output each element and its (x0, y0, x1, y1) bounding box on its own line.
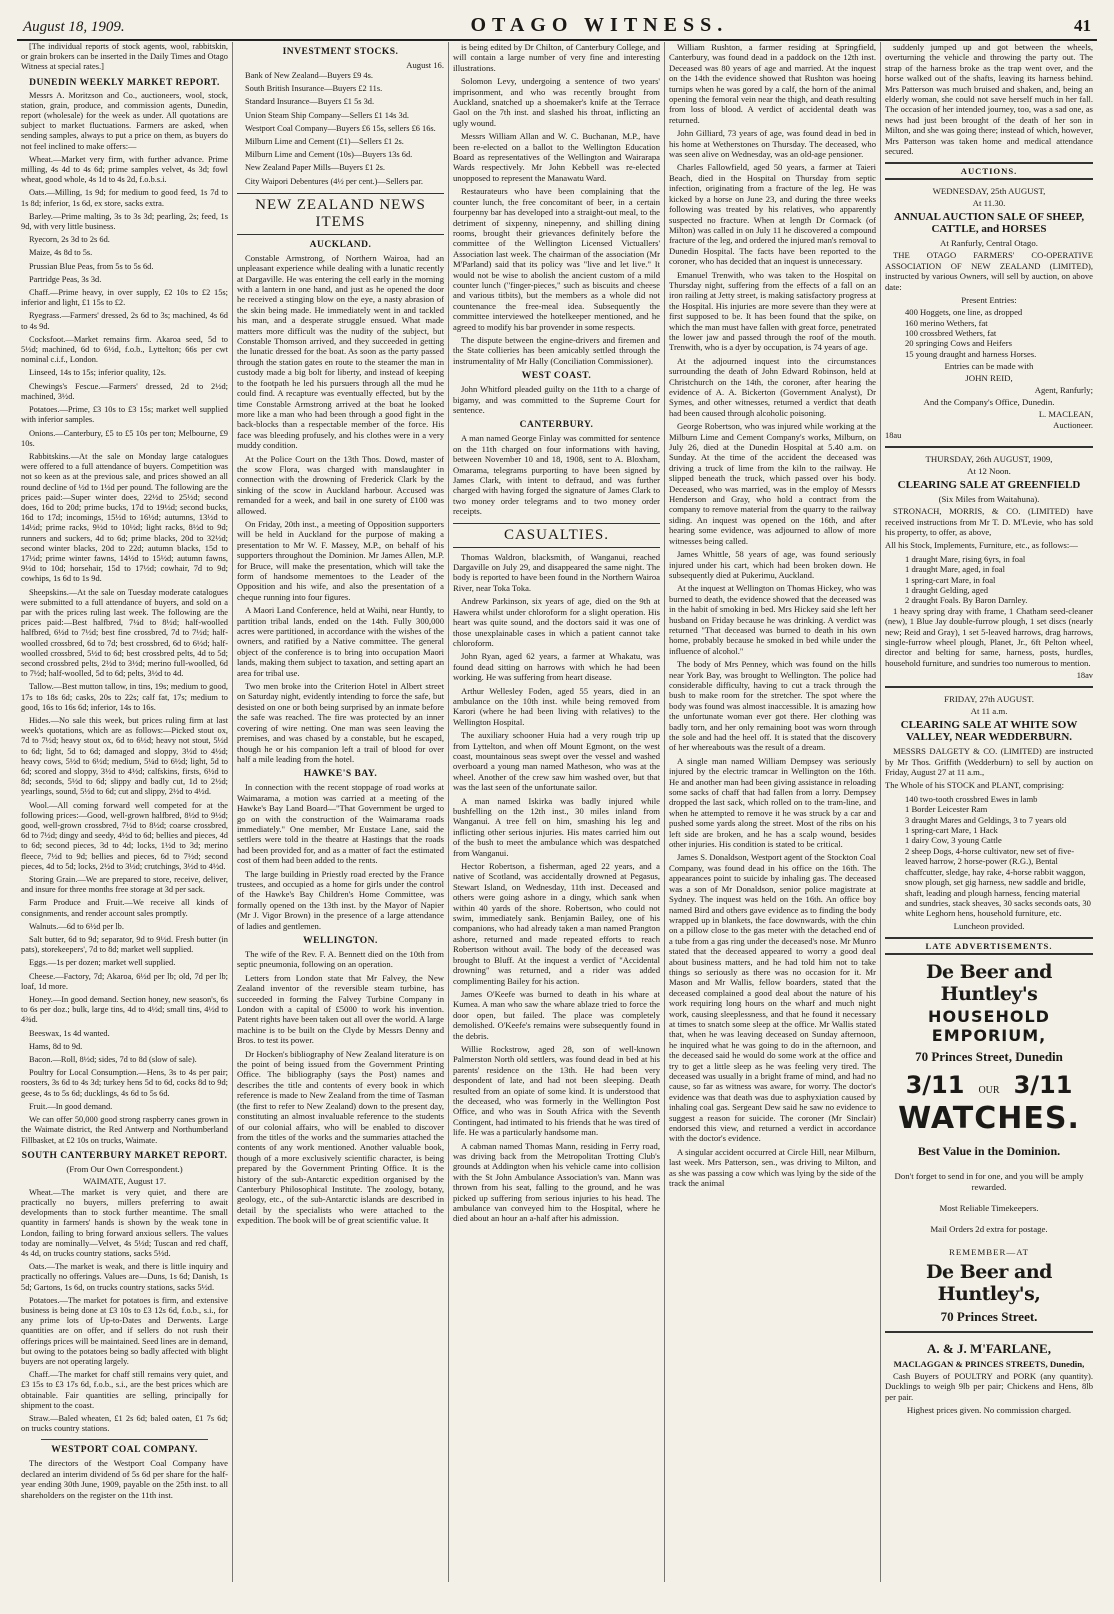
wellington-paragraph: The wife of the Rev. F. A. Bennett died on the 10th from septic pneumonia, following on an operation. (237, 949, 444, 970)
auction3-item: 140 two-tooth crossbred Ewes in lamb (905, 793, 1038, 804)
de-beer-remember: REMEMBER—AT (949, 1246, 1029, 1257)
market-paragraph: Wool.—All coming forward well competed for at the following prices:—Good, well-grown halfbred, 8½d to 9½d; good, well-grown crossbred, 7½d to 8½d; coarse crossbred, 6d to 7½d; dingy and seedy, 4½d to 6d; bellies and pieces, 4d to 6d; second pieces, 3d to 4d; locks, 1½d to 3d; merino fleece, 7½d to 9d; bellies and pieces, 6d to 7½d; second pieces, 4d to 5d; locks, 2½d to 3½d; crutchings, 3½d to 4½d. (21, 800, 228, 871)
hawkes-bay-paragraph: The large building in Priestly road erected by the France trustees, and occupied as a home for girls under the control of the Hawke's Bay Children's Home Committee, was formally opened on the 13th inst. by the Mayor of Napier (Mr J. Vigor Brown) in the presence of a large attendance of ladies and gentlemen. (237, 868, 444, 931)
market-paragraph: Honey.—In good demand. Section honey, new season's, 6s to 6s per doz.; bulk, large tins, 4d to 4½d; small tins, 4½d to 4¾d. (21, 995, 228, 1025)
sc-market-subheading: (From Our Own Correspondent.) (66, 1163, 183, 1174)
market-paragraph: Walnuts.—6d to 6½d per lb. (29, 921, 124, 931)
casualty-paragraph: George Robertson, who was injured while working at the Milburn Lime and Cement Company's works, Milburn, on July 26, died at the Dunedin Hospital at 5.40 a.m. on Sunday. At the time of the accident the deceased was driving a truck of lime from the kiln to the railway. He slipped beneath the truck, which passed over his body. Deceased, who was married, was in the employ of Messrs Henderson and Gray, who hold a contract from the company to remove material from the quarry to the railway siding. An inquest was opened on the 16th, and after hearing some evidence, was adjourned to allow of more witnesses being called. (669, 421, 876, 546)
casualty-paragraph: At the inquest at Wellington on Thomas Hickey, who was burned to death, the evidence showed that the deceased was in the habit of smoking in bed. Mrs Hickey said she left her husband on Friday because he was drinking. A verdict was returned "That deceased was burned to death in his own home, probably because he smoked in bed while under the influence of alcohol." (669, 583, 876, 656)
market-report-body (21, 91, 228, 1146)
masthead (17, 12, 1097, 41)
price-our: OUR (978, 1084, 1000, 1096)
casualty-paragraph: Andrew Parkinson, six years of age, died on the 9th at Hawera whilst under chloroform for a slight operation. His heart was quite sound, and the doctors said it was one of those unexplainable cases in which a patient cannot take chloroform. (453, 596, 660, 648)
hawkes-bay-heading: HAWKE'S BAY. (303, 769, 378, 780)
sc-market-dateline: WAIMATE, August 17. (82, 1175, 167, 1186)
auction3-title: CLEARING SALE AT WHITE SOW VALLEY, NEAR WEDDERBURN. (900, 719, 1078, 744)
stock-line: City Waipori Debentures (4½ per cent.)—Sellers par. (245, 176, 424, 186)
de-beer-title: De Beer and Huntley's (926, 960, 1052, 1005)
de-beer-address: 70 Princes Street, Dunedin (915, 1048, 1063, 1064)
canterbury-heading: CANTERBURY. (519, 420, 594, 431)
price-left: 3/11 (905, 1070, 965, 1099)
auction1-auctioneer-role: Auctioneer. (1053, 420, 1093, 431)
sc-market-paragraph: Potatoes.—The market for potatoes is firm, and extensive business is being done at £3 10s to £3 12s 6d, f.o.b., s.i., for any prime lots of Up-to-Dates and Derwents. Large quantities are on offer, and if sellers do not rush their offerings prices will be maintained. Seed lines are in demand, but owing to the potatoes being so badly affected with blight buyers are not operating largely. (21, 1295, 228, 1366)
market-paragraph: Hams, 8d to 9d. (29, 1041, 83, 1051)
auction2-date: THURSDAY, 26th AUGUST, 1909, (925, 454, 1053, 465)
mfarlane-address: MACLAGGAN & PRINCES STREETS, Dunedin, (893, 1358, 1085, 1369)
investment-stocks-date: August 16. (406, 60, 444, 70)
casualties-body (453, 552, 660, 1224)
nz-news-heading: NEW ZEALAND NEWS ITEMS (237, 193, 444, 235)
auction1-body: THE OTAGO FARMERS' CO-OPERATIVE ASSOCIATION OF NEW ZEALAND (LIMITED), instructed by various Owners, will sell by auction, on above date: (885, 250, 1093, 292)
auction1-entry: 20 springing Cows and Heifers (905, 338, 1012, 349)
stock-line: Westport Coal Company—Buyers £6 15s, sellers £6 16s. (245, 123, 436, 133)
auction2-items (885, 554, 1093, 606)
casualties-continued (669, 42, 876, 1188)
best-value: Best Value in the Dominion. (917, 1143, 1061, 1158)
casualty-paragraph: Emanuel Trenwith, who was taken to the Hospital on Thursday night, suffering from the effects of a fall on an iron railing at Jetty street, is making satisfactory progress at the Hospital. His injuries are more severe than they were at first supposed to be. It has been found that the spike, on which the man must have fallen with great force, penetrated the lower jaw and passed through the roof of the mouth. Trenwith, who is a dyer by occupation, is 74 years of age. (669, 269, 876, 353)
market-paragraph: Partridge Peas, 3s 3d. (29, 274, 102, 284)
de-beer-note-1: Don't forget to send in for one, and you will be amply rewarded. (894, 1170, 1084, 1192)
casualty-paragraph: Hector Robertson, a fisherman, aged 22 years, and a native of Scotland, was accidentally drowned at Pegasus, Stewart Island, on Wednesday, 11th inst. Deceased and others were going ashore in a dingy, which sank when within 40 yards of the shore. Robertson, who could not swim, immediately sank. Benjamin Bailey, one of his companions, who had already taken a man named Prangton ashore, returned and made repeated efforts to reach Robertson without avail. The body of the deceased was brought to Bluff. At the inquest a verdict of "Accidental drowning" was returned, and a rider was added complimenting Bailey for his action. (453, 861, 660, 986)
column-5 (881, 42, 1097, 1582)
coal-company-heading: WESTPORT COAL COMPANY. (51, 1445, 198, 1456)
auction2-time: At 12 Noon. (967, 466, 1011, 477)
west-coast-text: John Whitford pleaded guilty on the 11th to a charge of bigamy, and was committed to the Supreme Court for sentence. (453, 384, 660, 415)
auction1-auctioneer: L. MACLEAN, (1038, 409, 1093, 420)
auckland-paragraph: Two men broke into the Criterion Hotel in Albert street on Saturday night, evidently intending to force the safe, but desisted on one or both being surprised by an inmate before the safe was reached. The fire was protected by an inner covering of wire netting. One man was seen leaving the premises, and was chased by a constable, but he escaped, though he or his companion left a trail of blood for over half a mile leading from the hotel. (237, 681, 444, 764)
auction3 (885, 686, 1093, 931)
market-paragraph: Storing Grain.—We are prepared to store, receive, deliver, and insure for three months free storage at 3d per sack. (21, 875, 228, 895)
market-paragraph: Tallow.—Best mutton tallow, in tins, 19s; medium to good, 17s to 18s 6d; casks, 20s to 22s; calf fat, 17s; medium to good, 16s to 16s 6d; inferior, 14s to 16s. (21, 682, 228, 712)
auction1-entries-heading: Present Entries: (961, 295, 1017, 306)
auction1-agent-role: Agent, Ranfurly; (1034, 385, 1093, 396)
issue-date: August 18, 1909. (23, 19, 125, 35)
divider (41, 1439, 208, 1440)
casualty-paragraph: James O'Keefe was burned to death in his whare at Kumea. A man who saw the whare ablaze tried to force the door open, but failed. The place was completely demolished. O'Keefe's remains were subsequently found in the debris. (453, 988, 660, 1041)
auction3-date: FRIDAY, 27th AUGUST. (944, 694, 1034, 705)
casualties-heading: CASUALTIES. (453, 523, 660, 548)
casualty-paragraph: James Whittle, 58 years of age, was found seriously injured under his cart, which had been broken down. He subsequently died at Pukerimu, Auckland. (669, 549, 876, 580)
wellington-body (237, 949, 444, 1226)
market-paragraph: Hides.—No sale this week, but prices ruling firm at last week's quotations, which are as follows:—Picked stout ox, 7d to 7½d; heavy stout ox, 6d to 6½d; heavy not stout, 5½d to 6d; light, 5d to 6d; damaged and sloppy, 3½d to 4½d; heavy cows, 5½d to 6½d; medium, 5¼d to 6½d; light, 5d to 6d; scored and sloppy, 3½d to 4½d; calfskins, firsts, 6½d to 8d; seconds, 5½d to 6d; slippy and badly cut, 1d to 2½d; yearlings, sound, 5½d to 6d; cut and slippy, 2½d to 4½d. (21, 715, 228, 797)
page-number: 41 (1074, 16, 1091, 35)
casualty-paragraph: The auxiliary schooner Huia had a very rough trip up from Lyttelton, and when off Mount Egmont, on the west coast, mountainous seas swept over the vessel and washed overboard a young man named Matheson, who was at the wheel. Another of the crew saw him washed over, but that was the last seen of the unfortunate sailor. (453, 730, 660, 793)
auction1-title: ANNUAL AUCTION SALE OF SHEEP, CATTLE, and HORSES (893, 211, 1085, 236)
de-beer-ad (885, 961, 1093, 1325)
columns (17, 42, 1097, 1582)
wellington-paragraph: is being edited by Dr Chilton, of Canterbury College, and will contain a large number of very fine and interesting illustrations. (453, 42, 660, 73)
wellington-paragraph: Messrs William Allan and W. C. Buchanan, M.P., have been re-elected on a ballot to the Wellington Education Board as representatives of the Wellington and Wairarapa Wards respectively. Mr John Kebbell was re-elected unopposed to represent the Manawatu Ward. (453, 131, 660, 183)
market-paragraph: Barley.—Prime malting, 3s to 3s 3d; pearling, 2s; feed, 1s 9d, with very little business. (21, 211, 228, 232)
casualty-paragraph: Charles Fallowfield, aged 50 years, a farmer at Taieri Beach, died in the Hospital on Thursday from septic infection, originating from a fracture of the leg. He was kicked by a horse on June 23, and during the three weeks following was treated by his relatives, who apparently suspected no fracture. When at length Dr Cormack (of Milton) was called in on July 11 he discovered a compound fracture of the leg, and ordered the injured man's removal to Dunedin Hospital. The facts have been reported to the coroner, who has decided that an inquest is unnecessary. (669, 162, 876, 267)
market-paragraph: Sheepskins.—At the sale on Tuesday moderate catalogues were submitted to a full attendance of buyers, and sold on a par with the prices ruling last week. The following are the prices paid:—Best halfbred, 7¼d to 8½d; half-woolled halfbred, 6½d to 7½d; best fine crossbred, 7d to 7½d; half-woolled crossbred, 6d to 7d; best crossbred, 6d to 6½d; half-woolled crossbred, 5½d to 6d; best crossbred pelts, 4d to 5d; second crossbred pelts, 2½d to 3½d; merino full-woolled, 6d to 7½d; half-woolled, 5d to 6d; pelts, 3½d to 4d. (21, 587, 228, 679)
mfarlane-title: A. & J. M'FARLANE, (927, 1340, 1051, 1356)
hawkes-bay-paragraph: In connection with the recent stoppage of road works at Waimarama, a motion was carried at a meeting of the Hawke's Bay Land Board—"That Government be urged to go on with the construction of the Waimarama roads immediately." One member, Mr Eustace Lane, said the settlers were told in the theatre at Hastings that the roads had been provided for, and as a matter of fact the estimated cost of them had been added to the rents. (237, 782, 444, 866)
auction2 (885, 446, 1093, 680)
auction1-entries (885, 307, 1093, 359)
market-paragraph: Bacon.—Roll, 8½d; sides, 7d to 8d (slow of sale). (29, 1055, 197, 1065)
wellington-heading: WELLINGTON. (303, 936, 378, 947)
agents-note: [The individual reports of stock agents, wool, rabbitskin, or grain brokers can be inserted in the Daily Times and Otago Witness at special rates.] (21, 42, 228, 72)
casualty-paragraph: A cabman named Thomas Mann, residing in Ferry road, was driving back from the Metropolitan Trotting Club's grounds at Addington when his vehicle came into collision with the St John Ambulance Association's van. Mann was thrown from his seat, falling to the ground, and he was picked up suffering from serious injuries to his head. The ambulance van conveyed him to the Hospital, where he died about an hour an a-half after his admission. (453, 1140, 660, 1224)
market-paragraph: Farm Produce and Fruit.—We receive all kinds of consignments, and render account sales promptly. (21, 898, 228, 918)
price-right: 3/11 (1013, 1070, 1073, 1099)
de-beer-address-2: 70 Princes Street. (940, 1308, 1038, 1324)
market-paragraph: Maize, 4s 8d to 5s. (29, 248, 93, 258)
casualty-paragraph: At the adjourned inquest into the circumstances surrounding the death of John Edward Robinson, held at Christchurch on the 14th, the coroner, after hearing the evidence of A. A. Bickerton (Government Analyst), Dr Symes, and other witnesses, returned a verdict that death had been caused through alcoholic poisoning. (669, 355, 876, 418)
sc-market-paragraph: Straw.—Baled wheaten, £1 2s 6d; baled oaten, £1 7s 6d; on trucks country stations. (21, 1413, 228, 1434)
market-paragraph: Ryegrass.—Farmers' dressed, 2s 6d to 3s; machined, 4s 6d to 4s 9d. (21, 311, 228, 331)
auckland-paragraph: At the Police Court on the 13th Thos. Dowd, master of the scow Flora, was charged with manslaughter in connection with the drowning of Frederick Clark by the sinking of the scow in Auckland harbour. Accused was remanded for a week, and bail in one surety of £100 was allowed. (237, 453, 444, 516)
canterbury-text: A man named George Finlay was committed for sentence on the 11th charged on four informations with having, between November 10 and 18, 1908, sent to A. Bloxham, Omarama, telegrams purporting to have been signed by James Clark, with intent to defraud, and was further charged with having forged the signature of James Clark to two money order telegrams and to two money order receipts. (453, 433, 660, 517)
auction1-place: At Ranfurly, Central Otago. (940, 238, 1038, 249)
auction3-lunch: Luncheon provided. (953, 920, 1025, 931)
mfarlane-ad (885, 1331, 1093, 1415)
paper-title: OTAGO WITNESS. (470, 14, 729, 36)
auctions-banner: AUCTIONS. (885, 162, 1093, 180)
de-beer-emporium: HOUSEHOLD EMPORIUM, (928, 1006, 1050, 1045)
market-paragraph: Ryecorn, 2s 3d to 2s 6d. (29, 235, 110, 245)
auction2-tail: 1 heavy spring dray with frame, 1 Chatham seed-cleaner (new), 1 Blue Jay double-furrow plough, 1 set discs (nearly new; Reid and Gray), 1 set 5-leaved harrows, drag harrows, single-furrow wheel plough, Planet, Jr., 6ft Pelton wheel, director and belting for same, harness, posts, hurdles, household furniture, and sundries too numerous to mention. (885, 605, 1093, 668)
mfarlane-body: Cash Buyers of POULTRY and PORK (any quantity). Ducklings to weigh 9lb per pair; Chickens and Hens, 8lb per pair. (885, 1370, 1093, 1402)
column-2 (233, 42, 449, 1582)
casualty-continued-text: suddenly jumped up and got between the wheels, overturning the vehicle and throwing the party out. The strap of the harness broke as the trap went over, and the horse walked out of the shafts, leaving its harness behind. Mrs Patterson was much bruised and shaken, and, being an elderly woman, she could not save herself much in her fall. The occasion of her intended journey, too, was a sad one, as news had just been brought of the death of her son in Milton, and she was going there; instead of which, however, Mrs Patterson was taken home and medical attendance secured. (885, 42, 1093, 157)
watches-headline: WATCHES. (898, 1100, 1080, 1136)
stock-line: Standard Insurance—Buyers £1 5s 3d. (245, 97, 375, 107)
auckland-paragraph: Constable Armstrong, of Northern Wairoa, had an unpleasant experience while dealing with a lunatic recently at Dargaville. He was entering the cell early in the morning with a lantern in one hand, and just as he opened the door he received a stinging blow on the eye, a nasty abrasion of the skin being made. He immediately went in and tackled his man, and a desperate struggle ensued. What made matters more difficult was the nudity of the subject, but Constable Thomson arrived, and they succeeded in getting the lunatic dressed for the boat. As soon as the party passed through the station gates en route to the steamer the man in custody made a big bolt for liberty, and instead of keeping to the footpath he led his pursuers through all the mud he could find. A recapture was eventually effected, but by the time Constable Armstrong arrived at the boat he looked more like a man who had been through a good fight in the back-blocks than a respectable member of the force. His face was bleeding profusely, and his clothes were in a very muddy condition. (237, 252, 444, 451)
auction2-subtitle: (Six Miles from Waitahuna). (938, 494, 1040, 505)
market-paragraph: Salt butter, 6d to 9d; separator, 9d to 9½d. Fresh butter (in pats), storekeepers', 7d to 8d; market well supplied. (21, 935, 228, 955)
sc-market-heading: SOUTH CANTERBURY MARKET REPORT. (21, 1150, 228, 1161)
auckland-heading: AUCKLAND. (309, 239, 372, 250)
wellington-continued (453, 42, 660, 366)
column-4 (665, 42, 881, 1582)
de-beer-note-3: Mail Orders 2d extra for postage. (930, 1223, 1048, 1234)
auction2-item: 1 draught Gelding, aged (905, 584, 989, 595)
wellington-paragraph: Restaurateurs who have been complaining that the counter lunch, the free concomitant of beer, in a certain fourpenny bar has developed into a straight-out meal, to the detriment of sixpenny, ninepenny, and shilling dining rooms, brought their grievances definitely before the committee of the Wellington Licensed Victuallers' Association last week. The chairman of the association (Mr M'Parland) said that its policy was "live and let live." It would not be wise to abolish the ancient custom of a mild counter lunch ("finger-pieces," such as biscuits and cheese and various titbits), but the members as a whole did not countenance the free-meal idea. Subsequently the committee interviewed the hotelkeeper mentioned, and he agreed to modify his bar provender in some respects. (453, 186, 660, 332)
market-paragraph: Eggs.—1s per dozen; market well supplied. (29, 958, 176, 968)
market-paragraph: Oats.—Milling, 1s 9d; for medium to good feed, 1s 7d to 1s 8d; inferior, 1s 6d, ex store, sacks extra. (21, 188, 228, 208)
de-beer-price-row (885, 1071, 1093, 1099)
hawkes-bay-body (237, 782, 444, 931)
market-paragraph: Linseed, 14s to 15s; inferior quality, 12s. (29, 368, 166, 378)
west-coast-heading: WEST COAST. (521, 371, 592, 382)
stock-line: Bank of New Zealand—Buyers £9 4s. (245, 71, 373, 80)
stock-line: South British Insurance—Buyers £2 11s. (245, 84, 383, 94)
auction3-lead: The Whole of his STOCK and PLANT, comprising: (885, 780, 1065, 791)
stock-line: Union Steam Ship Company—Sellers £1 14s 3d. (245, 110, 410, 120)
auction3-body: MESSRS DALGETY & CO. (LIMITED) are instructed by Mr Thos. Griffith (Wedderburn) to sell by auction on Friday, August 27 at 11 a.m., (885, 746, 1093, 778)
casualty-paragraph: John Gilliard, 73 years of age, was found dead in bed in his home at Wetherstones on Thursday. The deceased, who was seen alive on Wednesday, was an old-age pensioner. (669, 128, 876, 160)
auction3-item: 1 spring-cart Mare, 1 Hack (905, 825, 998, 836)
casualty-paragraph: John Ryan, aged 62 years, a farmer at Whakatu, was found dead sitting on harrows with which he had been working. He was suffering from heart disease. (453, 651, 660, 683)
wellington-paragraph: The dispute between the engine-drivers and firemen and the State collieries has been amicably settled through the instrumentality of Mr Hally (Conciliation Commissioner). (453, 334, 660, 366)
column-3 (449, 42, 665, 1582)
market-paragraph: Poultry for Local Consumption.—Hens, 3s to 4s per pair; roosters, 3s 6d to 4s 3d; turkey hens 5d to 6d, cocks 8d to 9d; geese, 4s to 5s 6d; ducklings, 4s 6d to 5s 6d. (21, 1068, 228, 1098)
casualty-paragraph: A man named Iskirka was badly injured while bushfelling on the 12th inst., 30 miles inland from Wanganui. A tree fell on him, smashing his leg and inflicting other serious injuries. His mates carried him out of the bush to meet the ambulance which was despatched from Wanganui. (453, 795, 660, 858)
de-beer-note-2: Most Reliable Timekeepers. (939, 1202, 1039, 1213)
auction1-agent: JOHN REID, (965, 373, 1013, 384)
wellington-paragraph: Solomon Levy, undergoing a sentence of two years' imprisonment, and who was recently brought from Auckland, snatched up a shoemaker's knife at the Terrace Gaol on the 7th inst. and slashed his throat, inflicting an ugly wound. (453, 76, 660, 128)
sc-market-body (21, 1188, 228, 1435)
auction2-body: STRONACH, MORRIS, & CO. (LIMITED) have received instructions from Mr T. D. M'Levie, who has sold his property, to offer, as above, (885, 506, 1093, 537)
wellington-paragraph: Dr Hocken's bibliography of New Zealand literature is on the point of being issued from the Government Printing Office. The bibliography (says the Post) names and describes the title and contents of every book in which reference is made to New Zealand from the time of Tasman (the first to refer to New Zealand) down to the present day, constituting an almost invaluable reference to the students of our colonial affairs, who will be enabled to discover from the titles of the works and the summaries attached the contents of any work mentioned. Another valuable book, though of a more exclusively scientific character, is being prepared by the Government Printing Office. It is the history of the sub-Antarctic expedition organised by the Canterbury Philosophical Institute. The zoology, botany, geology, etc., of the sub-Antarctic islands are described in detail by the specialists who were attached to the expedition. The book will be of great scientific value. It (237, 1048, 444, 1226)
auction2-code: 18av (1076, 671, 1093, 681)
stock-line: Milburn Lime and Cement (10s)—Buyers 13s 6d. (245, 150, 413, 160)
auction1-date: WEDNESDAY, 25th AUGUST, (932, 186, 1046, 197)
auction2-item: 1 draught Mare, aged, in foal (905, 564, 1005, 575)
auction2-item: 1 draught Mare, rising 6yrs, in foal (905, 553, 1026, 564)
auction3-items (885, 794, 1093, 919)
market-paragraph: Cheese.—Factory, 7d; Akaroa, 6½d per lb; old, 7d per lb; loaf, 1d more. (21, 971, 228, 991)
auction1-entry: 160 merino Wethers, fat (905, 317, 988, 328)
casualty-paragraph: The body of Mrs Penney, which was found on the hills near York Bay, was brought to Wellington. The police had considerable difficulty, having to cut a track through the bush to make room for the stretcher. The spot where the body was found was almost inaccessible. It is amazing how the unfortunate woman ever got there. Her clothing was badly torn, and her only remaining boot was worn through the sole and had the heel off. It is stated that the discovery of her whereabouts was the result of a dream. (669, 659, 876, 753)
auction3-item: 1 dairy Cow, 3 young Cattle (905, 835, 1002, 846)
investment-stocks-list (237, 71, 444, 187)
auckland-paragraph: A Maori Land Conference, held at Waihi, near Huntly, to partition tribal lands, ended on the 14th. Fully 300,000 acres were partitioned, in accordance with the wishes of the owners, and ratified by a Native committee. The general object of the conference is to bring into occupation Maori lands, making them subject to taxation, and setting apart an area for tribal use. (237, 605, 444, 678)
casualty-paragraph: A singular accident occurred at Circle Hill, near Milburn, last week. Mrs Patterson, sen., was driving to Milton, and as she was passing a cow which was lying by the side of the track the animal (669, 1146, 876, 1189)
market-paragraph: Rabbitskins.—At the sale on Monday large catalogues were offered to a full attendance of buyers. Competition was not so keen as at the previous sale, and prices showed an all round decline of ½d to 1½d per pound. The following are the prices paid:—Super winter does, 22½d to 25½d; second does, 16d to 20d; prime bucks, 17d to 19½d; second bucks, 16d to 17d; incomings, 15½d to 16½d; autumns, 13½d to 14½d; prime racks, 9½d to 10½d; light racks, 8½d to 9d; runners and suckers, 4d to 6d; prime blacks, 20d to 32½d; second winter blacks, 20d to 22d; autumn blacks, 15d to 17½d; prime winter fawns, 14½d to 15½d; autumn fawns, 9½d to 10d; horsehair, 15d to 17½d; cowhair, 7d to 9d; cowhips, 1s 6d to 1s 9d. (21, 451, 228, 584)
market-paragraph: Chewings's Fescue.—Farmers' dressed, 2d to 2½d; machined, 3½d. (21, 381, 228, 401)
auction1-time: At 11.30. (972, 198, 1006, 209)
casualty-paragraph: A single man named William Dempsey was seriously injured by the electric tramcar in Wellington on the 16th. He and another man had been giving assistance in reloading some sacks of chaff that had fallen from a lorry. Dempsey dropped the last sack, which rolled on to the tram-line, and when he attempted to remove it he was struck by a car and pushed some yards along the street. Most of the ribs on his left side are broken, and he has a scalp wound, besides other injuries. His condition is stated to be critical. (669, 755, 876, 850)
market-paragraph: Beeswax, 1s 4d wanted. (29, 1028, 110, 1038)
market-paragraph: Chaff.—Prime heavy, in over supply, £2 10s to £2 15s; inferior and light, £1 15s to £2. (21, 288, 228, 308)
late-ads-banner: LATE ADVERTISEMENTS. (885, 937, 1093, 955)
auction2-item: 1 spring-cart Mare, in foal (905, 574, 996, 585)
market-paragraph: Wheat.—Market very firm, with further advance. Prime milling, 4s 4d to 4s 6d; prime samples velvet, 4s 3d; fowl wheat, good whole, 4s 1d to 4s 2d, f.o.b.s.i. (21, 154, 228, 185)
sc-market-paragraph: Chaff.—The market for chaff still remains very quiet, and £3 15s to £3 17s 6d, f.o.b., s.i., are the best prices which are obtainable. Fair quantities are selling, principally for shipment to the coast. (21, 1370, 228, 1410)
market-paragraph: Fruit.—In good demand. (29, 1101, 113, 1111)
auction3-item: 1 Border Leicester Ram (905, 804, 988, 815)
market-paragraph: Potatoes.—Prime, £3 10s to £3 15s; market well supplied with inferior samples. (21, 405, 228, 425)
auction2-title: CLEARING SALE AT GREENFIELD (897, 479, 1081, 492)
auction1-entries-note: Entries can be made with (944, 361, 1034, 372)
casualty-paragraph: Willie Rockstrow, aged 28, son of well-known Palmerston North old settlers, was found dead in bed at his parents' residence on the 13th. He had been very despondent of late, and had not been sleeping. Death resulted from an opiate of some kind. It is understood that the deceased, who was formerly in the Wellington Post Office, and who was in South Africa with the Seventh Contingent, had intimated to his friends that he was tired of life. He was a particularly handsome man. (453, 1043, 660, 1138)
auction3-item: 2 sheep Dogs, 4-horse cultivator, new set of five-leaved harrow, 2 horse-power (R.G.), Bental chaffcutter, sledge, hay rake, 4-horse rabbit waggon, snow plough, set gig harness, new saddle and bridle, shaft, leading and plough harness, fencing material and sundries, stack sheaves, 30 sacks seconds oats, 30 white Leghorn hens, household furniture, etc. (905, 845, 1091, 919)
newspaper-page (17, 12, 1097, 1582)
auction2-item: 2 draught Foals. By Baron Darnley. (905, 595, 1028, 606)
de-beer-title-2: De Beer and Huntley's, (926, 1260, 1052, 1305)
market-paragraph: Prussian Blue Peas, from 5s to 5s 6d. (29, 261, 154, 271)
investment-stocks-heading: INVESTMENT STOCKS. (282, 47, 399, 57)
stock-line: Milburn Lime and Cement (£1)—Sellers £1 2s. (245, 137, 404, 147)
auction2-lead: All his Stock, Implements, Furniture, etc., as follows:— (885, 540, 1078, 551)
mfarlane-tail: Highest prices given. No commission charged. (906, 1404, 1072, 1415)
sc-market-paragraph: Oats.—The market is weak, and there is little inquiry and practically no offerings. Values are—Duns, 1s 6d; Danish, 1s 5d; Gartons, 1s 6d, on trucks country stations, sacks 5½d. (21, 1262, 228, 1292)
auction3-item: 3 draught Mares and Geldings, 3 to 7 years old (905, 814, 1067, 825)
market-paragraph: Cocksfoot.—Market remains firm. Akaroa seed, 5d to 5½d; machined, 6d to 6½d, f.o.b., Lyttelton; 66s per cwt nominal c.i.f., London. (21, 334, 228, 365)
auction1-entry: 15 young draught and harness Horses. (905, 348, 1037, 359)
market-paragraph: We can offer 50,000 good strong raspberry canes grown in the Waimate district, the Red Antwerp and Northumberland Fillbasket, at £2 10s on trucks, Waimate. (21, 1115, 228, 1145)
auction3-time: At 11 a.m. (970, 706, 1008, 717)
coal-company-text: The directors of the Westport Coal Company have declared an interim dividend of 5s 6d per share for the half-year ending 30th June, 1909, payable on the 25th inst. to all shareholders on the register on the 11th inst. (21, 1458, 228, 1500)
casualty-paragraph: William Rushton, a farmer residing at Springfield, Canterbury, was found dead in a paddock on the 12th inst. Deceased was 80 years of age and married. At the inquest on the 14th the evidence showed that Rushton was hoeing turnips when he was gored by a calf, the horn of the animal opening the femoral vein near the thigh, and death resulting from loss of blood. A verdict of accidental death was returned. (669, 42, 876, 125)
column-1 (17, 42, 233, 1582)
market-paragraph: Onions.—Canterbury, £5 to £5 10s per ton; Melbourne, £9 10s. (21, 428, 228, 448)
auction1-office: And the Company's Office, Dunedin. (923, 397, 1055, 408)
casualty-paragraph: James S. Donaldson, Westport agent of the Stockton Coal Company, was found dead in his office on the 16th. The appearances point to suicide by inhaling gas. The deceased was a son of Mr Donaldson, senior police magistrate at Sydney. The inquest was held on the 16th. An office boy named Bird and others gave evidence as to finding the body wrapped up in blankets, the face downwards, with the chin on a pillow close to the gas meter with the detached end of a tube from a gas ring under the deceased's nose. Mr Munro stated that the deceased appeared to worry a good deal about business matters, and he had told him not to take things so seriously as there was no occasion for it. Mr Mason and Mr Wallis, fellow boarders, stated that the deceased complained a good deal about the nature of his work requiring long hours on the wharf and much night work, causing sleeplessness, and that he found it necessary at times to snatch some sleep at the office. Mr Wallis stated that, when he was leaving deceased on Sunday afternoon, he inquired what he was going to do in the afternoon, and the deceased said he would do some work at the office and try to get a little sleep as he was feeling very tired. The deceased was usually in a bright frame of mind, and had no cause, so far as witness was aware, for worry. The doctor's evidence was that death was due to asphyxiation caused by inhaling coal gas. Sergeant Dew said he saw no evidence to suggest a reason for suicide. The coroner (Mr Sinclair) endorsed this view, and returned a verdict in accordance with the doctor's evidence. (669, 852, 876, 1144)
market-report-heading: DUNEDIN WEEKLY MARKET REPORT. (29, 77, 220, 88)
sc-market-paragraph: Wheat.—The market is very quiet, and there are practically no buyers, millers preferring to await developments than to stock further meantime. The small quantity in farmers' hands is shown by the weak tone in London, failing to bring forward anxious sellers. The values today are nominally—Velvet, 4s 5½d; Tuscan and red chaff, 4s 4d, on trucks country stations, sacks 5½d. (21, 1187, 228, 1258)
stock-line: New Zealand Paper Mills—Buyers £1 2s. (245, 163, 386, 173)
wellington-paragraph: Letters from London state that Mr Falvey, the New Zealand inventor of the reversible steam turbine, has succeeded in forming the Falvey Turbine Company in London with a capital of £5000 to work his invention. Patent rights have been taken out all over the world. A large machine is to be built on the Clyde by Messrs Denny and Bros. to test its power. (237, 972, 444, 1046)
casualty-paragraph: Thomas Waldron, blacksmith, of Wanganui, reached Dargaville on July 29, and disappeared the same night. The body is reported to have been found in the Northern Wairoa River, near Toka Toka. (453, 551, 660, 593)
auction1-entry: 400 Hoggets, one line, as dropped (905, 307, 1023, 318)
auckland-body (237, 253, 444, 765)
auction1-entry: 100 crossbred Wethers, fat (905, 327, 997, 338)
auction1-code: 18au (885, 431, 902, 441)
casualty-paragraph: Arthur Wellesley Foden, aged 55 years, died in an ambulance on the 10th inst. while being removed from Karori (where he had been living with relatives) to the Wellington Hospital. (453, 685, 660, 727)
market-paragraph: Messrs A. Moritzson and Co., auctioneers, wool, stock, station, grain, produce, and commission agents, Dunedin, report (wholesale) for the week as under. All quotations are subject to market fluctuations. Farmers are asked, when sending samples, always to put a price on them, as buyers do not feel inclined to make offers:— (21, 90, 228, 151)
auckland-paragraph: On Friday, 20th inst., a meeting of Opposition supporters will be held in Auckland for the purpose of making a presentation to Mr W. F. Massey, M.P., on behalf of his supporters throughout the Dominion. Mr James Allen, M.P. for Bruce, will make the presentation, which will take the form of handsome mementoes to the Leader of the Opposition and his wife, and also the presentation of a cheque running into four figures. (237, 518, 444, 602)
